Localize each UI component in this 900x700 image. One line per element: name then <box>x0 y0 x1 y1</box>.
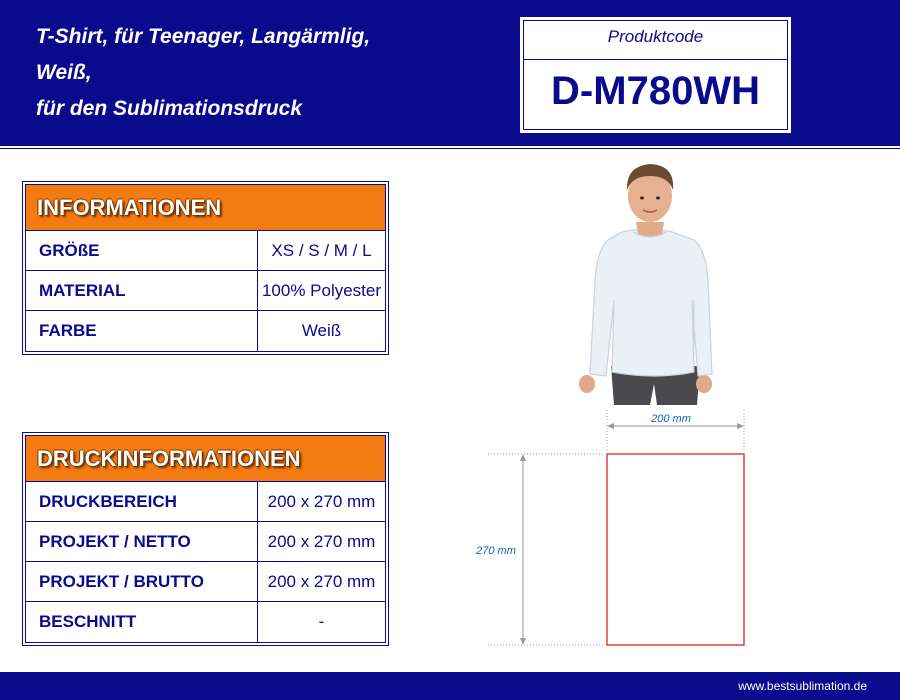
product-code-label: Produktcode <box>607 27 704 46</box>
material-value: 100% Polyester <box>261 281 382 300</box>
project-gross-label: PROJEKT / BRUTTO <box>26 562 258 601</box>
print-area-rect <box>607 454 744 645</box>
product-title-line-3: für den Sublimationsdruck <box>36 97 303 120</box>
size-value: XS / S / M / L <box>271 241 372 260</box>
material-label: MATERIAL <box>26 271 258 310</box>
print-info-table-heading: DRUCKINFORMATIONEN <box>26 436 385 482</box>
color-label: FARBE <box>26 311 258 351</box>
project-gross-value: 200 x 270 mm <box>267 572 376 591</box>
project-net-value: 200 x 270 mm <box>267 532 376 551</box>
size-label: GRÖßE <box>26 231 258 270</box>
product-title-line-2: Weiß, <box>36 61 92 84</box>
print-height-label: 270 mm <box>476 545 516 557</box>
product-code-value: D-M780WH <box>551 69 760 113</box>
color-value: Weiß <box>301 321 342 340</box>
info-table-heading: INFORMATIONEN <box>26 185 385 231</box>
bleed-label: BESCHNITT <box>26 602 258 642</box>
print-area-label: DRUCKBEREICH <box>26 482 258 521</box>
website-link[interactable]: www.bestsublimation.de <box>738 679 867 693</box>
print-area-value: 200 x 270 mm <box>267 492 376 511</box>
print-width-label: 200 mm <box>651 413 691 425</box>
project-net-label: PROJEKT / NETTO <box>26 522 258 561</box>
footer-bar <box>0 672 900 700</box>
bleed-value: - <box>318 612 325 631</box>
product-photo <box>579 164 712 405</box>
product-title-line-1: T-Shirt, für Teenager, Langärmlig, <box>36 25 371 48</box>
